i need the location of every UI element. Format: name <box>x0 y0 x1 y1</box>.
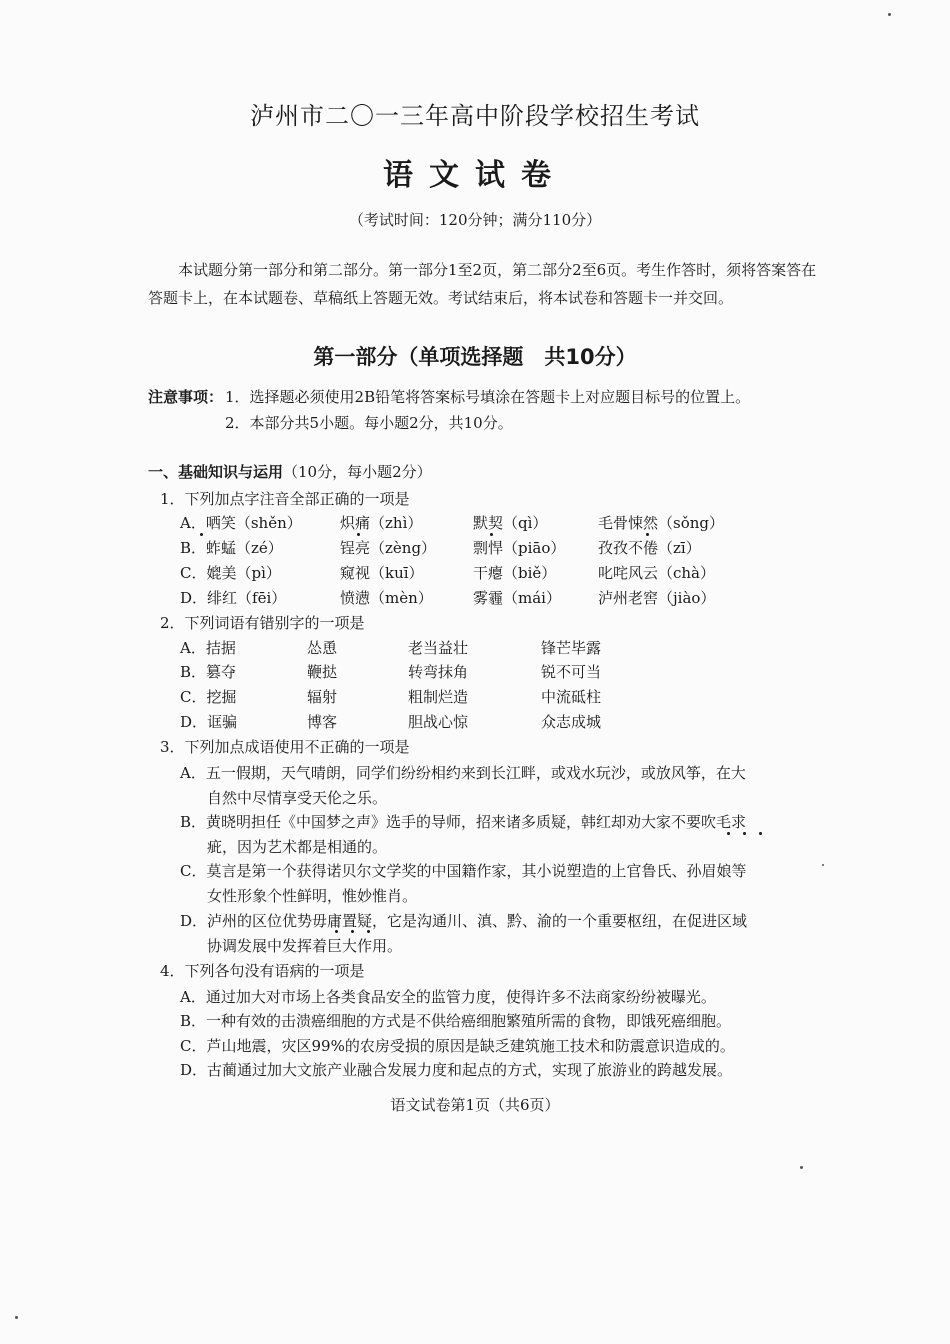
option-cell: 博客 <box>307 713 338 731</box>
option-cell: B．篡夺 <box>180 663 237 681</box>
section-detail: （10分，每小题2分） <box>283 463 432 481</box>
section-heading <box>148 461 432 482</box>
emphasis-dot <box>335 930 338 933</box>
emphasis-dot <box>367 930 370 933</box>
option-cell: 转弯抹角 <box>408 663 469 681</box>
intro-paragraph: 本试题分第一部分和第二部分。第一部分1至2页，第二部分2至6页。考生作答时，须将答案答在答题卡上，在本试题卷、草稿纸上答题无效。考试结束后，将本试卷和答题卡一并交回。 <box>148 261 817 307</box>
option-cell: A．拮据 <box>180 639 236 657</box>
option-cell: 孜孜不倦（zī） <box>598 539 701 557</box>
option-line: D．泸州的区位优势毋庸置疑，它是沟通川、滇、黔、渝的一个重要枢纽，在促进区域 <box>180 912 748 930</box>
part-heading: 第一部分（单项选择题 共10分） <box>313 345 637 369</box>
emphasis-dot <box>357 533 360 536</box>
option-cell: 鞭挞 <box>307 663 338 681</box>
notes-label: 注意事项： <box>148 388 224 406</box>
scan-speck <box>822 864 824 866</box>
option-cell: 干瘪（biě） <box>473 564 557 582</box>
note-item: 1．选择题必须使用2B铅笔将答案标号填涂在答题卡上对应题目标号的位置上。 <box>225 388 751 406</box>
option-cell: 锐不可当 <box>541 663 602 681</box>
scan-speck <box>15 1316 18 1319</box>
exam-info: （考试时间：120分钟；满分110分） <box>348 211 602 229</box>
emphasis-dot <box>759 832 762 835</box>
option-line: 协调发展中发挥着巨大作用。 <box>207 937 403 955</box>
emphasis-dot <box>727 832 730 835</box>
option-cell: 老当益壮 <box>408 639 469 657</box>
option-cell: 默契（qì） <box>473 514 548 532</box>
option-cell: 炽痛（zhì） <box>340 514 423 532</box>
option-line: A．五一假期，天气晴朗，同学们纷纷相约来到长江畔，或戏水玩沙，或放风筝，在大 <box>180 764 746 782</box>
page-footer: 语文试卷第1页（共6页） <box>390 1096 560 1114</box>
option-cell: 众志成城 <box>541 713 602 731</box>
option-cell: 泸州老窖（jiào） <box>598 589 716 607</box>
scan-speck <box>888 13 891 16</box>
option-cell: 胆战心惊 <box>408 713 469 731</box>
option-cell: 窥视（kuī） <box>340 564 424 582</box>
option-cell: 叱咤风云（chà） <box>598 564 716 582</box>
option-cell: 毛骨悚然（sǒng） <box>598 514 724 532</box>
emphasis-dot <box>351 930 354 933</box>
option-line: 女性形象个性鲜明，惟妙惟肖。 <box>207 887 418 905</box>
emphasis-dot <box>743 832 746 835</box>
option-cell: 愤懑（mèn） <box>340 589 433 607</box>
option-cell: C．媲美（pì） <box>180 564 281 582</box>
question-2-stem: 2．下列词语有错别字的一项是 <box>160 614 365 632</box>
question-4-stem: 4．下列各句没有语病的一项是 <box>160 962 365 980</box>
exam-subtitle: 语文试卷 <box>383 158 567 193</box>
note-item: 2．本部分共5小题。每小题2分，共10分。 <box>225 414 513 432</box>
option-cell: 中流砥柱 <box>541 688 602 706</box>
question-1-stem: 1．下列加点字注音全部正确的一项是 <box>160 490 410 508</box>
emphasis-dot <box>490 533 493 536</box>
option-line: 自然中尽情享受天伦之乐。 <box>207 789 388 807</box>
option-cell: D．诓骗 <box>180 713 238 731</box>
section-label: 一、基础知识与运用 <box>148 463 284 481</box>
option-cell: 粗制烂造 <box>408 688 469 706</box>
option-line: B．一种有效的击溃癌细胞的方式是不供给癌细胞繁殖所需的食物，即饿死癌细胞。 <box>180 1012 732 1030</box>
option-line: B．黄晓明担任《中国梦之声》选手的导师，招来诸多质疑，韩红却劝大家不要吹毛求 <box>180 813 747 831</box>
option-cell: 雾霾（mái） <box>473 589 561 607</box>
emphasis-dot <box>646 533 649 536</box>
option-cell: C．挖掘 <box>180 688 237 706</box>
option-line: C．莫言是第一个获得诺贝尔文学奖的中国籍作家，其小说塑造的上官鲁氏、孙眉娘等 <box>180 862 747 880</box>
option-cell: 辐射 <box>307 688 338 706</box>
emphasis-dot <box>200 533 203 536</box>
option-cell: 锋芒毕露 <box>541 639 602 657</box>
question-3-stem: 3．下列加点成语使用不正确的一项是 <box>160 738 410 756</box>
option-cell: B．蚱蜢（zé） <box>180 539 283 557</box>
option-line: A．通过加大对市场上各类食品安全的监管力度，使得许多不法商家纷纷被曝光。 <box>180 988 716 1006</box>
option-line: D．古蔺通过加大文旅产业融合发展力度和起点的方式，实现了旅游业的跨越发展。 <box>180 1061 733 1079</box>
option-cell: 剽悍（piāo） <box>473 539 566 557</box>
option-cell: 锃亮（zèng） <box>340 539 437 557</box>
option-line: 疵，因为艺术都是相通的。 <box>207 838 388 856</box>
scan-speck <box>800 1166 803 1169</box>
option-cell: A．哂笑（shěn） <box>180 514 302 532</box>
option-line: C．芦山地震，灾区99%的农房受损的原因是缺乏建筑施工技术和防震意识造成的。 <box>180 1037 735 1055</box>
exam-title: 泸州市二〇一三年高中阶段学校招生考试 <box>250 102 700 130</box>
option-cell: D．绯红（fēi） <box>180 589 287 607</box>
option-cell: 怂恿 <box>307 639 338 657</box>
